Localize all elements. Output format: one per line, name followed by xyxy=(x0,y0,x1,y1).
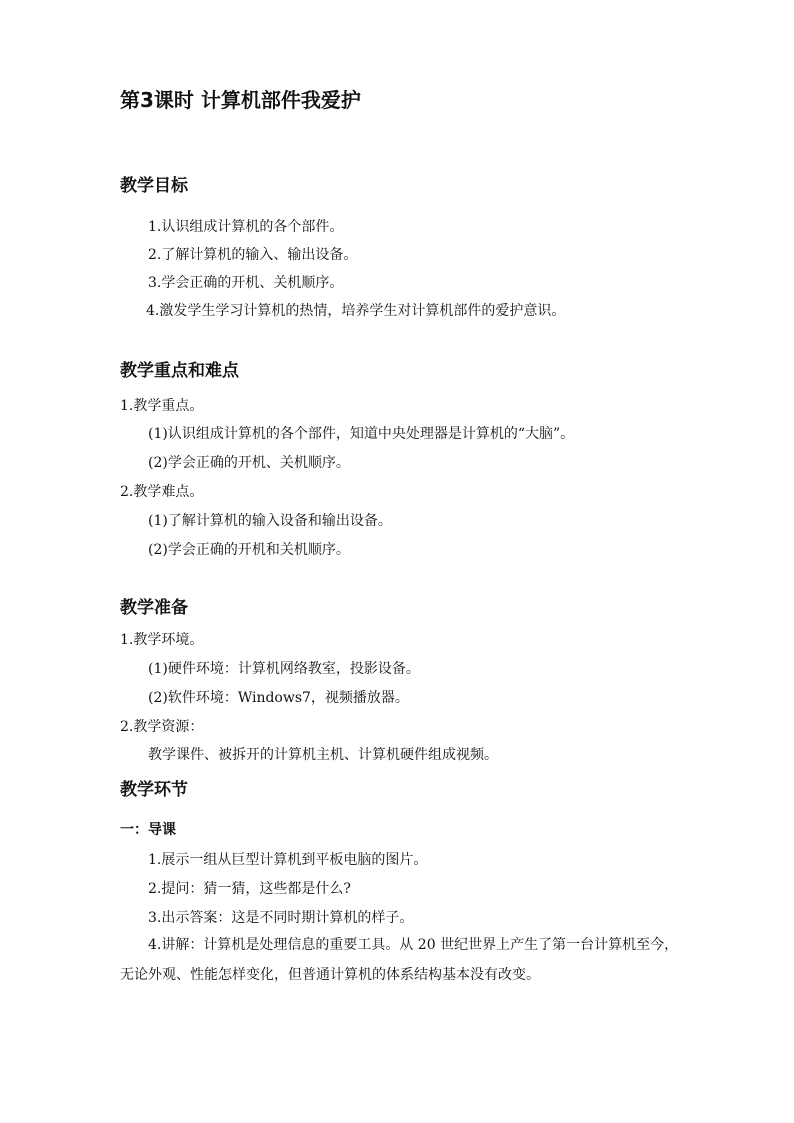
lecture-paragraph: 4.讲解：计算机是处理信息的重要工具。从 20 世纪世界上产生了第一台计算机至今，无论外观、性能怎样变化，但普通计算机的体系结构基本没有改变。 xyxy=(120,937,679,983)
intro-label: 一：导课 xyxy=(120,822,176,838)
resources-text: 教学课件、被拆开的计算机主机、计算机硬件组成视频。 xyxy=(148,747,498,763)
intro-item-1: 1.展示一组从巨型计算机到平板电脑的图片。 xyxy=(148,852,428,868)
goal-item-2: 2.了解计算机的输入、输出设备。 xyxy=(148,247,358,263)
environment-item-1: (1)硬件环境：计算机网络教室，投影设备。 xyxy=(148,661,420,677)
focus-item-1: (1)认识组成计算机的各个部件，知道中央处理器是计算机的“大脑”。 xyxy=(148,426,575,442)
goals-heading: 教学目标 xyxy=(120,176,188,196)
intro-item-2: 2.提问：猜一猜，这些都是什么? xyxy=(148,881,351,897)
goal-item-3: 3.学会正确的开机、关机顺序。 xyxy=(148,275,344,291)
goal-item-1: 1.认识组成计算机的各个部件。 xyxy=(148,219,344,235)
key-points-heading: 教学重点和难点 xyxy=(120,361,239,381)
environment-item-2: (2)软件环境：Windows7，视频播放器。 xyxy=(148,690,409,706)
difficulty-item-2: (2)学会正确的开机和关机顺序。 xyxy=(148,542,350,558)
focus-item-2: (2)学会正确的开机、关机顺序。 xyxy=(148,455,350,471)
process-heading: 教学环节 xyxy=(120,780,188,800)
environment-label: 1.教学环境。 xyxy=(120,632,204,648)
difficulty-label: 2.教学难点。 xyxy=(120,484,204,500)
goal-item-4: 4.激发学生学习计算机的热情，培养学生对计算机部件的爱护意识。 xyxy=(146,303,566,319)
preparation-heading: 教学准备 xyxy=(120,598,188,618)
intro-item-3: 3.出示答案：这是不同时期计算机的样子。 xyxy=(148,910,414,926)
page-title: 第3课时 计算机部件我爱护 xyxy=(120,88,361,112)
resources-label: 2.教学资源： xyxy=(120,719,204,735)
difficulty-item-1: (1)了解计算机的输入设备和输出设备。 xyxy=(148,513,392,529)
focus-label: 1.教学重点。 xyxy=(120,398,204,414)
